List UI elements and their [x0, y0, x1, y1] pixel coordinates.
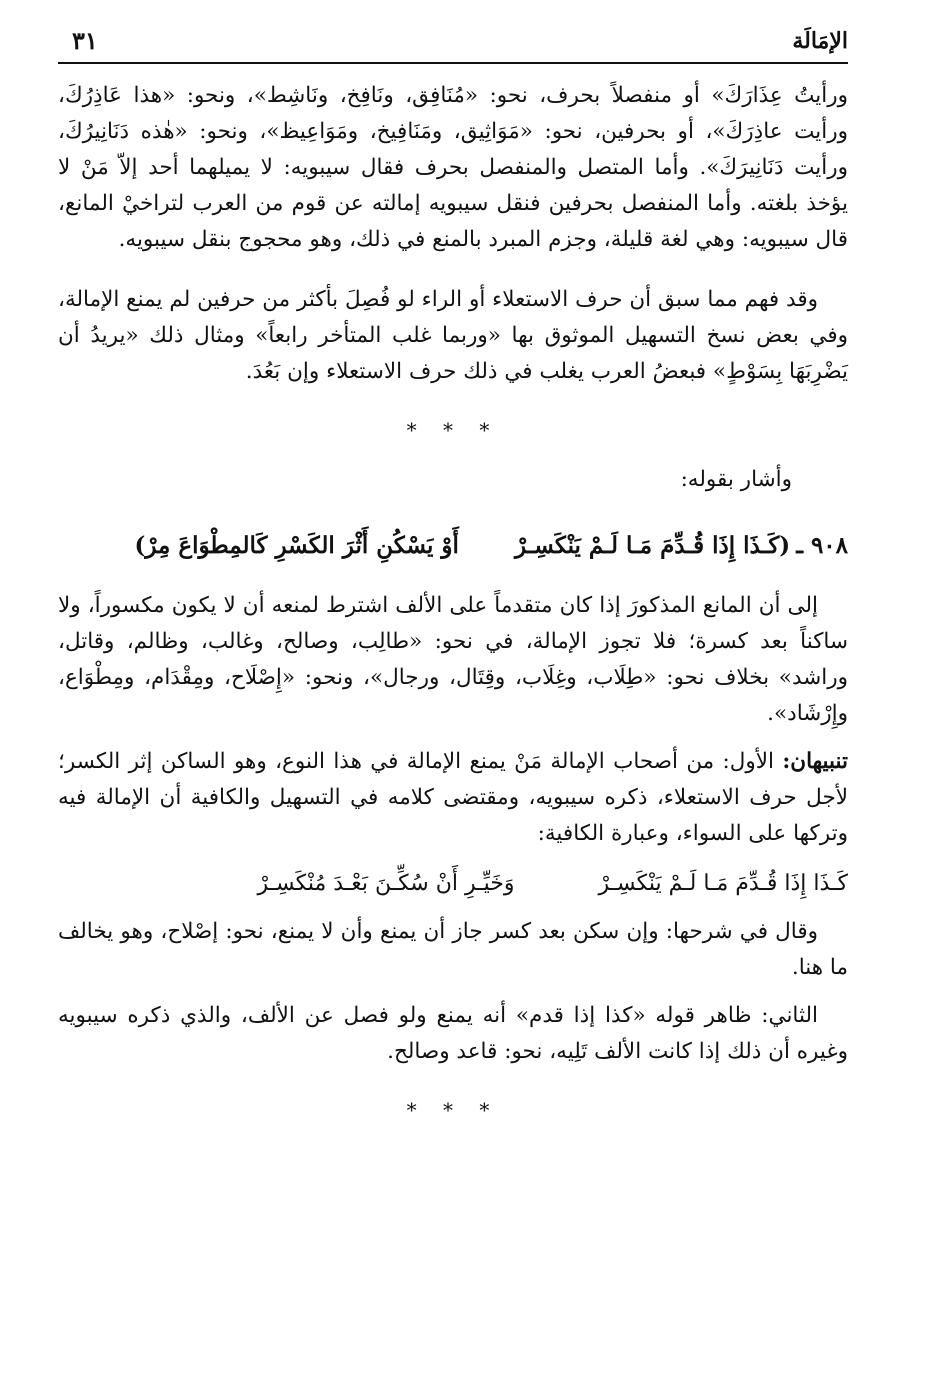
- kafiya-hemistich-first: كَـذَا إِذَا قُـدِّمَ مَـا لَـمْ يَنْكَسِـرْ: [598, 871, 848, 896]
- paragraph-1: ورأيتُ عِذَارَكَ» أو منفصلاً بحرف، نحو: «مُنَافِق، ونَافِخ، ونَاشِط»، ونحو: «هذا عَاذِرُكَ، ورأيت عاذِرَكَ»، أو بحرفين، نحو: «مَوَاثِيق، ومَنَافِيخ، ومَوَاعِيظ»، ونحو: «هٰذه دَنَانِيرُكَ، ورأيت دَنَانِيرَكَ». وأما المتصل والمنفصل بحرف فقال سيبويه: لا يميلهما أحد إلاّ مَنْ لا يؤخذ بلغته. وأما المنفصل بحرفين فنقل سيبويه إمالته عن قوم من العرب لتراخيْ المانع، قال سيبويه: وهي لغة قليلة، وجزم المبرد بالمنع في ذلك، وهو محجوج بنقل سيبويه.: [58, 83, 848, 252]
- kafiya-verse: [58, 866, 848, 902]
- verse-intro-line: وأشار بقوله:: [680, 467, 792, 492]
- notes-term: تنبيهان:: [782, 749, 848, 774]
- verse-908: [58, 528, 848, 564]
- verse-hemistich-first: (كَـذَا إِذَا قُـدِّمَ مَـا لَـمْ يَنْكَسِـرْ: [514, 532, 791, 559]
- paragraph-2: وقد فهم مما سبق أن حرف الاستعلاء أو الراء لو فُصِلَ بأكثر من حرفين لم يمنع الإمالة، وفي بعض نسخ التسهيل الموثوق بها «وربما غلب المتأخر رابعاً» ومثال ذلك «يريدُ أن يَضْرِبَهَا بِسَوْطٍ» فبعضُ العرب يغلب في ذلك حرف الاستعلاء وإن بَعُدَ.: [58, 287, 848, 384]
- running-header: [58, 22, 848, 64]
- paragraph-notes: [58, 744, 848, 852]
- paragraph-second-note: الثاني: ظاهر قوله «كذا إذا قدم» أنه يمنع ولو فصل عن الألف، والذي ذكره سيبويه وغيره أن ذلك إذا كانت الألف تَلِيه، نحو: قاعد وصالح.: [58, 1003, 848, 1064]
- notes-text: الأول: من أصحاب الإمالة مَنْ يمنع الإمالة في هذا النوع، وهو الساكن إثر الكسر؛ لأجل حرف الاستعلاء، ذكره سيبويه، ومقتضى كلامه في التسهيل والكافية أن الإمالة فيه وتركها على السواء، وعبارة الكافية:: [58, 749, 848, 846]
- paragraph-explanation: إلى أن المانع المذكورَ إذا كان متقدماً على الألف اشترط لمنعه أن لا يكون مكسوراً، ولا ساكناً بعد كسرة؛ فلا تجوز الإمالة، في نحو: «طالِب، وصالح، وغالب، وظالم، وقاتل، وراشد» بخلاف نحو: «طِلَاب، وغِلَاب، وقِتَال، ورجال»، ونحو: «إِصْلَاح، ومِقْدَام، ومِطْوَاع، وإِرْشَاد».: [58, 593, 848, 726]
- paragraph-commentary: وقال في شرحها: وإن سكن بعد كسر جاز أن يمنع وأن لا يمنع، نحو: إصْلاح، وهو يخالف ما هنا.: [58, 919, 848, 980]
- kafiya-hemistich-second: وَخَيِّـرِ أَنْ سُكِّـنَ بَعْـدَ مُنْكَسِـرْ: [257, 871, 515, 896]
- page-number: ٣١: [72, 26, 98, 55]
- section-separator-2: * * *: [406, 1098, 500, 1122]
- running-title: الإمَالَة: [792, 28, 848, 54]
- verse-hemistich-second: أَوْ يَسْكُنِ أَثْرَ الكَسْرِ كَالمِطْوَاعَ مِرْ): [134, 532, 459, 559]
- book-page: [58, 22, 848, 1142]
- verse-number: ٩٠٨ ـ: [796, 532, 848, 559]
- section-separator-1: * * *: [406, 418, 500, 442]
